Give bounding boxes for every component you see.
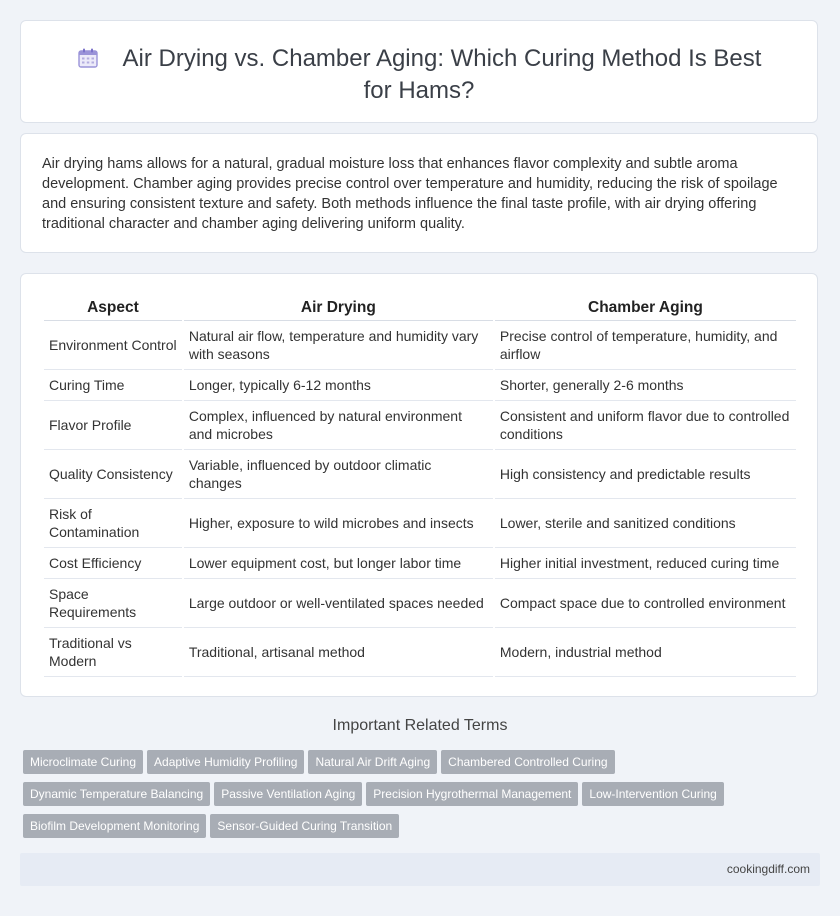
cell-chamber-aging: Modern, industrial method bbox=[495, 628, 796, 677]
intro-text: Air drying hams allows for a natural, gradual moisture loss that enhances flavor complexity and subtle aroma development. Chamber aging provides precise control over temperature and humidity, reducing the risk of spoilage and ensuring consistent texture and safety. Both methods influence the final taste profile, with air drying offering traditional character and chamber aging delivering uniform quality. bbox=[42, 156, 778, 232]
cell-air-drying: Traditional, artisanal method bbox=[184, 628, 493, 677]
table-row bbox=[44, 628, 796, 677]
footer bbox=[20, 853, 820, 886]
table-row bbox=[44, 370, 796, 401]
table-row bbox=[44, 579, 796, 628]
cell-aspect: Space Requirements bbox=[44, 579, 182, 628]
table-row bbox=[44, 401, 796, 450]
cell-aspect: Curing Time bbox=[44, 370, 182, 401]
cell-aspect: Risk of Contamination bbox=[44, 499, 182, 548]
cell-air-drying: Complex, influenced by natural environment and microbes bbox=[184, 401, 493, 450]
cell-air-drying: Natural air flow, temperature and humidity vary with seasons bbox=[184, 321, 493, 370]
related-terms-list bbox=[23, 750, 823, 846]
related-tag[interactable]: Chambered Controlled Curing bbox=[441, 750, 614, 774]
cell-chamber-aging: Precise control of temperature, humidity, and airflow bbox=[495, 321, 796, 370]
table-header-row bbox=[44, 296, 796, 321]
table-row bbox=[44, 548, 796, 579]
header-aspect: Aspect bbox=[44, 296, 182, 321]
cell-aspect: Cost Efficiency bbox=[44, 548, 182, 579]
cell-chamber-aging: High consistency and predictable results bbox=[495, 450, 796, 499]
calendar-icon bbox=[77, 47, 99, 69]
cell-aspect: Flavor Profile bbox=[44, 401, 182, 450]
related-tag[interactable]: Precision Hygrothermal Management bbox=[366, 782, 578, 806]
related-terms-title: Important Related Terms bbox=[332, 717, 508, 734]
intro-card bbox=[20, 133, 818, 253]
table-row bbox=[44, 321, 796, 370]
cell-chamber-aging: Compact space due to controlled environment bbox=[495, 579, 796, 628]
table-row bbox=[44, 499, 796, 548]
header-chamber-aging: Chamber Aging bbox=[495, 296, 796, 321]
related-tag[interactable]: Adaptive Humidity Profiling bbox=[147, 750, 304, 774]
table-row bbox=[44, 450, 796, 499]
cell-chamber-aging: Shorter, generally 2-6 months bbox=[495, 370, 796, 401]
comparison-table bbox=[42, 296, 798, 677]
header-air-drying: Air Drying bbox=[184, 296, 493, 321]
related-tag[interactable]: Natural Air Drift Aging bbox=[308, 750, 437, 774]
cell-chamber-aging: Lower, sterile and sanitized conditions bbox=[495, 499, 796, 548]
cell-air-drying: Longer, typically 6-12 months bbox=[184, 370, 493, 401]
cell-air-drying: Variable, influenced by outdoor climatic changes bbox=[184, 450, 493, 499]
related-tag[interactable]: Dynamic Temperature Balancing bbox=[23, 782, 210, 806]
related-tag[interactable]: Low-Intervention Curing bbox=[582, 782, 723, 806]
header-card bbox=[20, 20, 818, 123]
cell-air-drying: Higher, exposure to wild microbes and insects bbox=[184, 499, 493, 548]
cell-air-drying: Lower equipment cost, but longer labor time bbox=[184, 548, 493, 579]
comparison-card bbox=[20, 273, 818, 697]
cell-chamber-aging: Consistent and uniform flavor due to controlled conditions bbox=[495, 401, 796, 450]
page-title: Air Drying vs. Chamber Aging: Which Curing Method Is Best for Hams? bbox=[122, 45, 762, 104]
related-tag[interactable]: Microclimate Curing bbox=[23, 750, 143, 774]
related-tag[interactable]: Biofilm Development Monitoring bbox=[23, 814, 206, 838]
cell-chamber-aging: Higher initial investment, reduced curing time bbox=[495, 548, 796, 579]
related-tag[interactable]: Passive Ventilation Aging bbox=[214, 782, 362, 806]
cell-aspect: Quality Consistency bbox=[44, 450, 182, 499]
cell-air-drying: Large outdoor or well-ventilated spaces needed bbox=[184, 579, 493, 628]
footer-site[interactable]: cookingdiff.com bbox=[726, 862, 810, 876]
cell-aspect: Traditional vs Modern bbox=[44, 628, 182, 677]
cell-aspect: Environment Control bbox=[44, 321, 182, 370]
page-title-wrap bbox=[61, 43, 777, 107]
related-tag[interactable]: Sensor-Guided Curing Transition bbox=[210, 814, 399, 838]
